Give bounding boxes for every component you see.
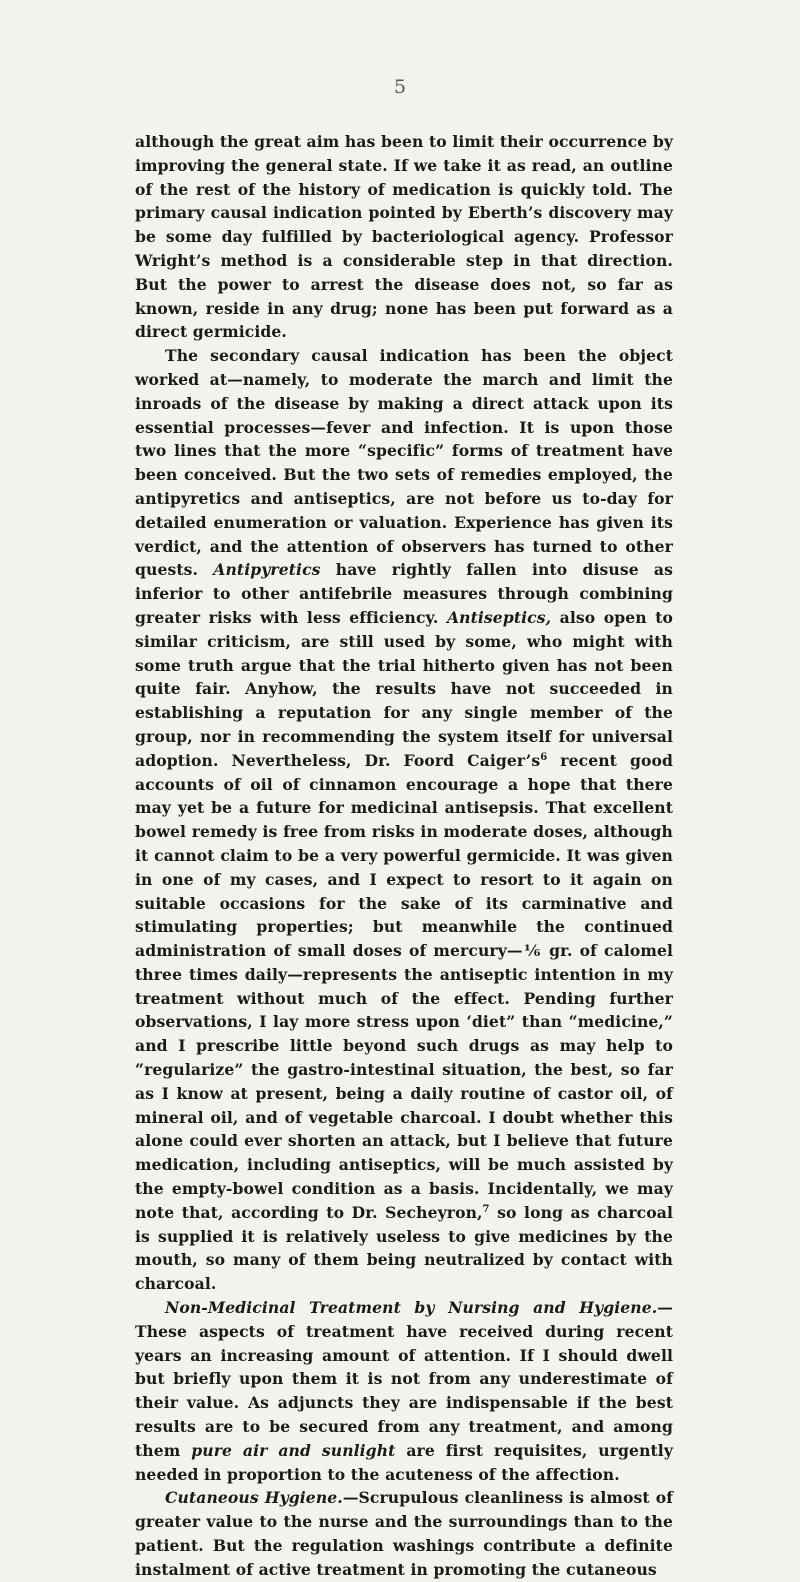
footnote-reference: 7: [482, 1203, 490, 1215]
paragraph-cutaneous-hygiene: [135, 1486, 673, 1581]
paragraph-text-segment: have rightly fallen into disuse as inferior to other antifebrile measures through combining greater risks with less efficiency.: [135, 560, 674, 627]
italic-term-antiseptics: Antiseptics,: [446, 607, 552, 627]
paragraph-text-segment: The secondary causal indication has been the object worked at—namely, to moderate the march and limit the inroads of the disease by making a direct attack upon its essential processes—fever and infection. It is upon those two lines that the more “specific” forms of treatment have been conceived. But the two sets of remedies employed, the antipyretics and antiseptics, are not before us to-day for detailed enumeration or valuation. Experience has given its verdict, and the attention of observers has turned to other quests.: [135, 346, 673, 580]
italic-emphasis: pure air and sunlight: [191, 1440, 396, 1460]
section-heading: Non-Medicinal Treatment by Nursing and Hygiene.: [165, 1298, 658, 1318]
italic-term-antipyretics: Antipyretics: [213, 560, 321, 580]
paragraph-secondary-causal-indication: [135, 344, 673, 1296]
page-number: 5: [393, 76, 407, 98]
paragraph-non-medicinal-treatment: [135, 1296, 673, 1486]
footnote-reference: 6: [540, 751, 548, 763]
section-heading: Cutaneous Hygiene.: [165, 1488, 343, 1508]
paragraph-text-segment: are first requisites, urgently needed in proportion to the acuteness of the affection.: [135, 1440, 673, 1484]
paragraph-continuation: although the great aim has been to limit their occurrence by improving the general state. If we take it as read, an outline of the rest of the history of medication is quickly told. The primary causal indication pointed by Eberth’s discovery may be some day fulfilled by bacteriological agency. Professor Wright’s method is a considerable step in that direction. But the power to arrest the disease does not, so far as known, reside in any drug; none has been put forward as a direct germicide.: [135, 132, 673, 342]
body-text: [135, 130, 673, 1582]
paragraph-text-segment: —Scrupulous cleanliness is almost of greater value to the nurse and the surroundings than to the patient. But the regulation washings contribute a definite instalment of active treatment in promoting the cutaneous: [135, 1488, 673, 1579]
paragraph-text-segment: so long as charcoal is supplied it is relatively useless to give medicines by the mouth, so many of them being neutralized by contact with charcoal.: [135, 1202, 674, 1294]
paragraph-text-segment: recent good accounts of oil of cinnamon encourage a hope that there may yet be a future for medicinal antisepsis. That excellent bowel remedy is free from risks in moderate doses, although it cannot claim to be a very powerful germicide. It was given in one of my cases, and I expect to resort to it again on suitable occasions for the sake of its carminative and stimulating properties; but meanwhile the continued administration of small doses of mercury—⅙ gr. of calomel three times daily—represents the antiseptic intention in my treatment without much of the effect. Pending further observations, I lay more stress upon ‘diet” than “medicine,” and I prescribe little beyond such drugs as may help to “regularize” the gastro-intestinal situation, the best, so far as I know at present, being a daily routine of castor oil, of mineral oil, and of vegetable charcoal. I doubt whether this alone could ever shorten an attack, but I believe that future medication, including antiseptics, will be much assisted by the empty-bowel condition as a basis. Incidentally, we may note that, according to Dr. Secheyron,: [135, 750, 674, 1222]
paragraph-text-segment: also open to similar criticism, are still used by some, who might with some truth argue that the trial hitherto given has not been quite fair. Anyhow, the results have not succeeded in establishing a reputation for any single member of the group, nor in recommending the system itself for universal adoption. Nevertheless, Dr. Foord Caiger’s: [135, 607, 674, 770]
paragraph-text-segment: —These aspects of treatment have received during recent years an increasing amount of attention. If I should dwell but briefly upon them it is not from any underestimate of their value. As adjuncts they are indispensable if the best results are to be secured from any treatment, and among them: [135, 1298, 673, 1460]
